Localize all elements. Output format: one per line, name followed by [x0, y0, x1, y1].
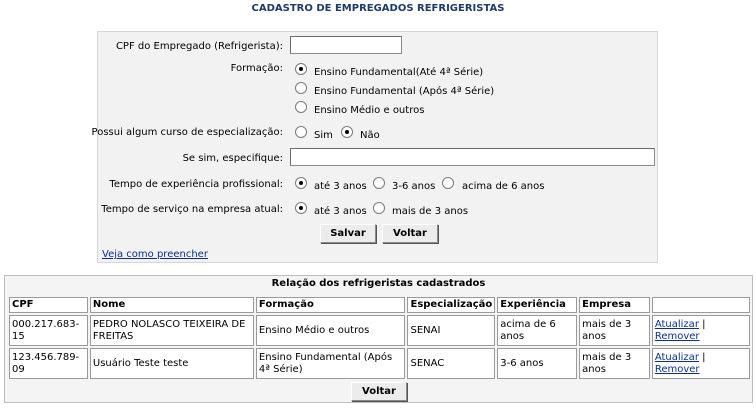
column-header-especializacao: Especialização — [407, 297, 495, 313]
remove-link[interactable]: Remover — [654, 363, 700, 375]
cell-experiencia: 3-6 anos — [497, 348, 577, 379]
curso-option-label: Sim — [314, 130, 333, 141]
column-header-cpf: CPF — [9, 297, 88, 313]
especifique-label: Se sim, especifique: — [182, 153, 283, 164]
column-header-empresa: Empresa — [579, 297, 650, 313]
list-back-button[interactable]: Voltar — [351, 382, 407, 401]
save-button[interactable]: Salvar — [320, 224, 376, 243]
especifique-input[interactable] — [290, 148, 655, 166]
cell-especializacao: SENAC — [407, 348, 495, 379]
experiencia-radio-ate-3[interactable] — [295, 177, 307, 189]
formacao-label: Formação: — [230, 63, 283, 74]
servico-radio-ate-3[interactable] — [295, 202, 307, 214]
table-header-row — [9, 297, 750, 313]
experiencia-option-label: 3-6 anos — [392, 181, 436, 192]
action-separator: | — [702, 351, 706, 363]
servico-radio-mais-3[interactable] — [373, 202, 385, 214]
cell-nome: Usuário Teste teste — [90, 348, 254, 379]
curso-radio-sim[interactable] — [295, 126, 307, 138]
curso-label: Possui algum curso de especialização: — [91, 127, 283, 138]
cell-formacao: Ensino Médio e outros — [256, 315, 406, 346]
employee-table — [7, 295, 752, 381]
formacao-option-label: Ensino Médio e outros — [314, 105, 425, 116]
experiencia-radio-3-6[interactable] — [373, 177, 385, 189]
cpf-input[interactable] — [290, 36, 402, 54]
curso-radio-nao[interactable] — [341, 126, 353, 138]
cell-formacao: Ensino Fundamental (Após 4ª Série) — [256, 348, 406, 379]
formacao-radio-fundamental-apos-4[interactable] — [295, 82, 307, 94]
update-link[interactable]: Atualizar — [654, 351, 699, 363]
employee-form — [91, 31, 658, 263]
column-header-actions — [652, 297, 750, 313]
list-caption: Relação dos refrigeristas cadastrados — [271, 278, 486, 289]
cell-especializacao: SENAI — [407, 315, 495, 346]
cell-cpf: 123.456.789-09 — [9, 348, 88, 379]
table-row — [9, 315, 750, 346]
table-row — [9, 348, 750, 379]
page-title: CADASTRO DE EMPREGADOS REFRIGERISTAS — [251, 3, 505, 14]
help-link[interactable]: Veja como preencher — [102, 249, 208, 260]
employee-list-panel — [4, 275, 753, 403]
formacao-radio-medio[interactable] — [295, 101, 307, 113]
servico-option-label: até 3 anos — [314, 206, 367, 217]
formacao-radio-fundamental-ate-4[interactable] — [295, 63, 307, 75]
cell-actions — [652, 315, 750, 346]
cell-empresa: mais de 3 anos — [579, 348, 650, 379]
experiencia-option-label: acima de 6 anos — [462, 181, 545, 192]
remove-link[interactable]: Remover — [654, 330, 700, 342]
column-header-experiencia: Experiência — [497, 297, 577, 313]
back-button[interactable]: Voltar — [382, 224, 438, 243]
cpf-label: CPF do Empregado (Refrigerista): — [115, 41, 283, 52]
curso-option-label: Não — [360, 130, 380, 141]
formacao-option-label: Ensino Fundamental(Até 4ª Série) — [314, 67, 484, 78]
servico-option-label: mais de 3 anos — [392, 206, 469, 217]
cell-cpf: 000.217.683-15 — [9, 315, 88, 346]
update-link[interactable]: Atualizar — [654, 318, 699, 330]
experiencia-label: Tempo de experiência profissional: — [109, 179, 283, 190]
formacao-option-label: Ensino Fundamental (Após 4ª Série) — [314, 86, 495, 97]
action-separator: | — [702, 318, 706, 330]
experiencia-option-label: até 3 anos — [314, 181, 367, 192]
cell-nome: PEDRO NOLASCO TEIXEIRA DE FREITAS — [90, 315, 254, 346]
cell-actions — [652, 348, 750, 379]
cell-experiencia: acima de 6 anos — [497, 315, 577, 346]
servico-label: Tempo de serviço na empresa atual: — [101, 204, 283, 215]
cell-empresa: mais de 3 anos — [579, 315, 650, 346]
experiencia-radio-acima-6[interactable] — [442, 177, 454, 189]
column-header-nome: Nome — [90, 297, 254, 313]
column-header-formacao: Formação — [256, 297, 406, 313]
